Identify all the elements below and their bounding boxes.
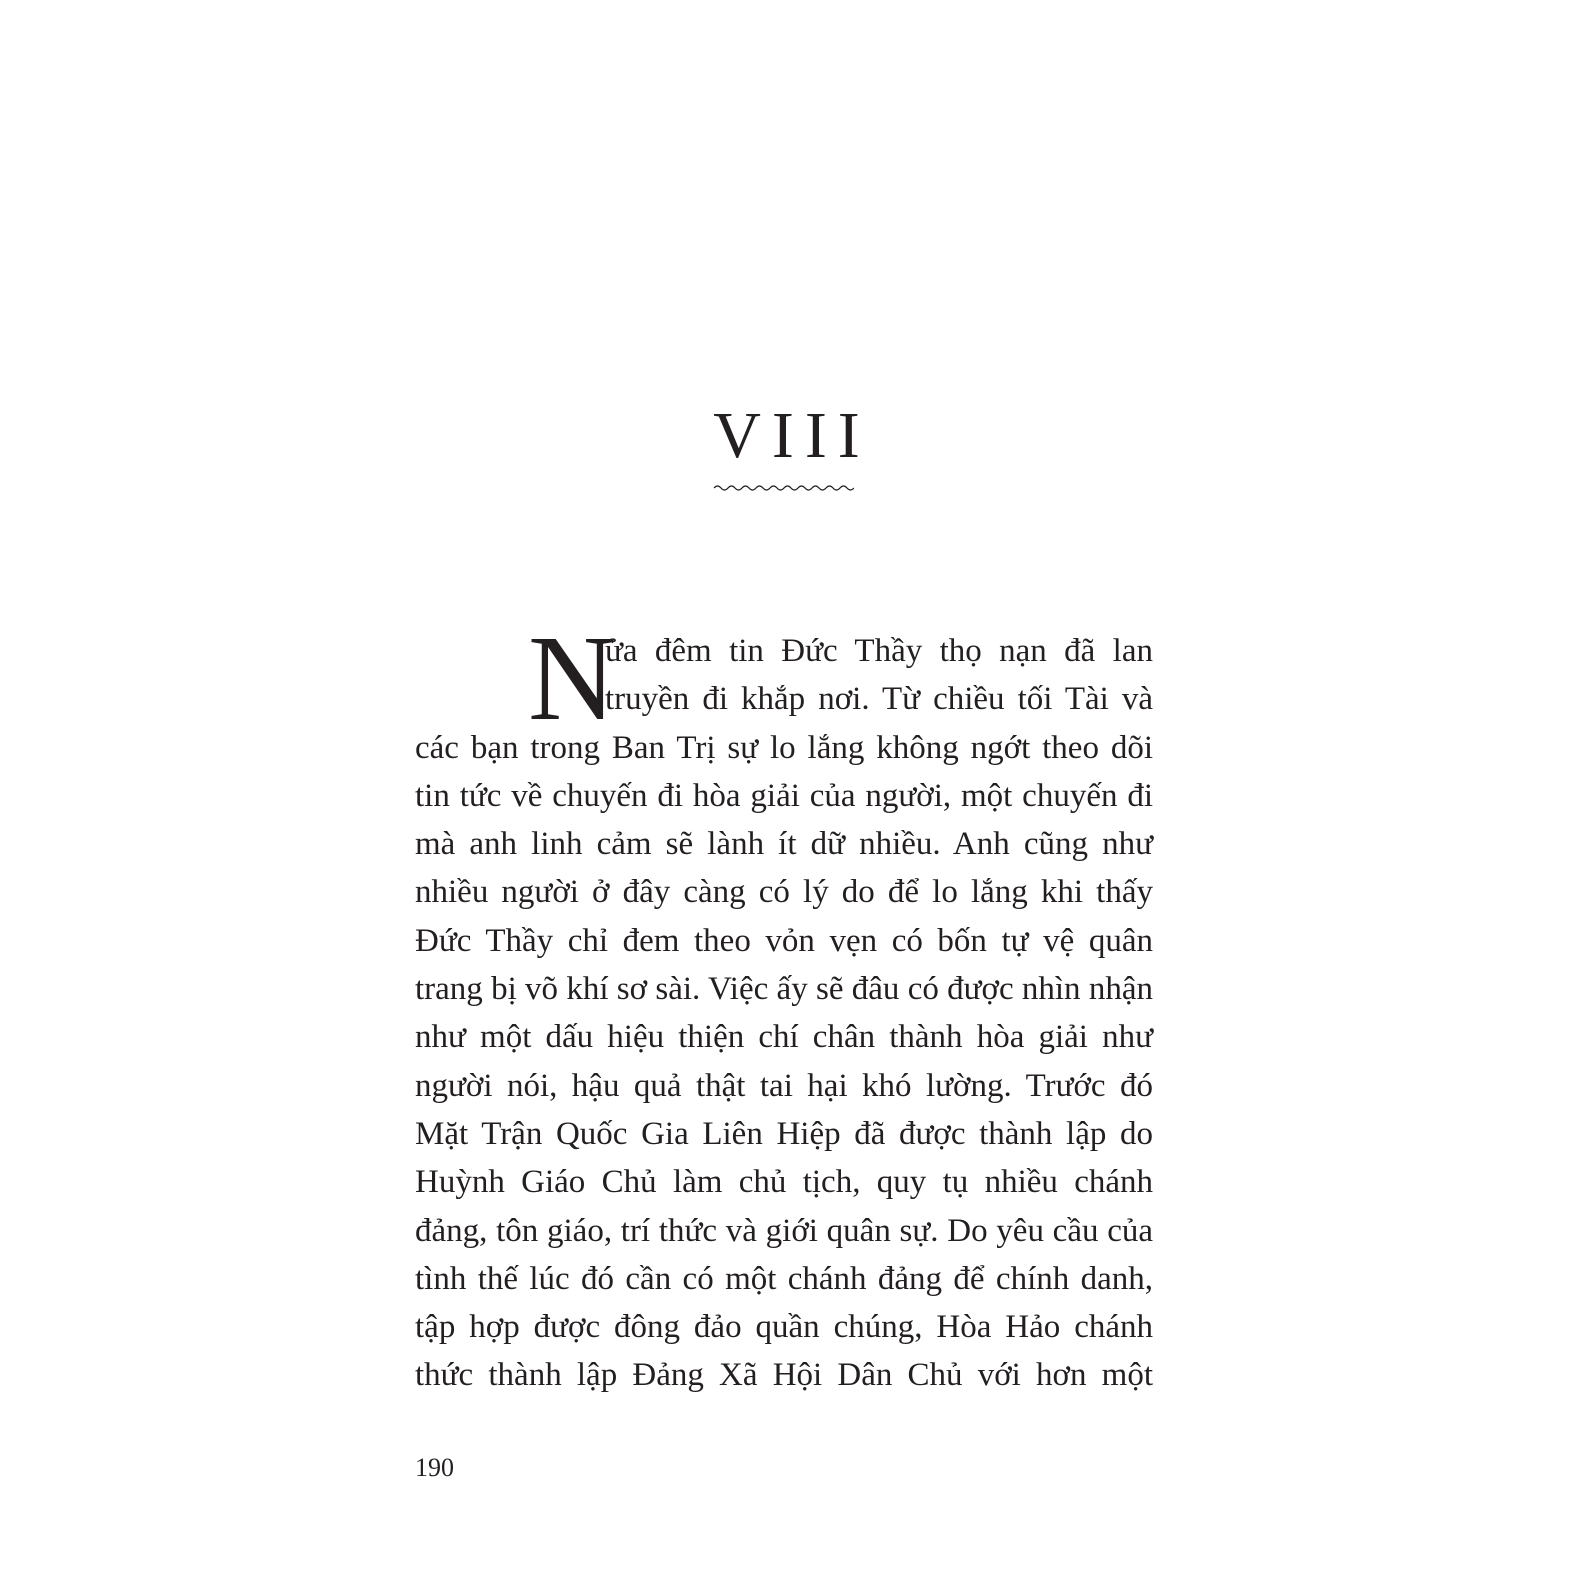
text-line: tin tức về chuyến đi hòa giải của người, một chuyến đi	[415, 777, 1153, 814]
text-line: đảng, tôn giáo, trí thức và giới quân sự. Do yêu cầu của	[415, 1212, 1153, 1249]
page-number: 190	[415, 1453, 454, 1482]
text-line: truyền đi khắp nơi. Từ chiều tối Tài và	[605, 681, 1153, 718]
wave-ornament-icon	[713, 481, 854, 495]
text-line: các bạn trong Ban Trị sự lo lắng không ngớt theo dõi	[415, 729, 1153, 766]
text-line: người nói, hậu quả thật tai hại khó lường. Trước đó	[415, 1067, 1153, 1104]
drop-cap: N	[528, 611, 617, 746]
text-line: Mặt Trận Quốc Gia Liên Hiệp đã được thành lập do	[415, 1115, 1153, 1152]
text-line: tình thế lúc đó cần có một chánh đảng để chính danh,	[415, 1260, 1153, 1297]
text-line: trang bị võ khí sơ sài. Việc ấy sẽ đâu có được nhìn nhận	[415, 971, 1153, 1008]
text-line: Đức Thầy chỉ đem theo vỏn vẹn có bốn tự vệ quân	[415, 922, 1153, 959]
text-line: ửa đêm tin Đức Thầy thọ nạn đã lan	[605, 633, 1153, 669]
text-line: mà anh linh cảm sẽ lành ít dữ nhiều. Anh cũng như	[415, 826, 1153, 863]
text-line: nhiều người ở đây càng có lý do để lo lắng khi thấy	[415, 874, 1153, 911]
text-line: Huỳnh Giáo Chủ làm chủ tịch, quy tụ nhiều chánh	[415, 1164, 1153, 1201]
text-line: tập hợp được đông đảo quần chúng, Hòa Hảo chánh	[415, 1309, 1153, 1346]
text-line: thức thành lập Đảng Xã Hội Dân Chủ với hơn một	[415, 1357, 1153, 1394]
chapter-title: VIII	[713, 399, 871, 472]
chapter-body	[415, 611, 1153, 1400]
text-line: như một dấu hiệu thiện chí chân thành hòa giải như	[415, 1019, 1153, 1056]
